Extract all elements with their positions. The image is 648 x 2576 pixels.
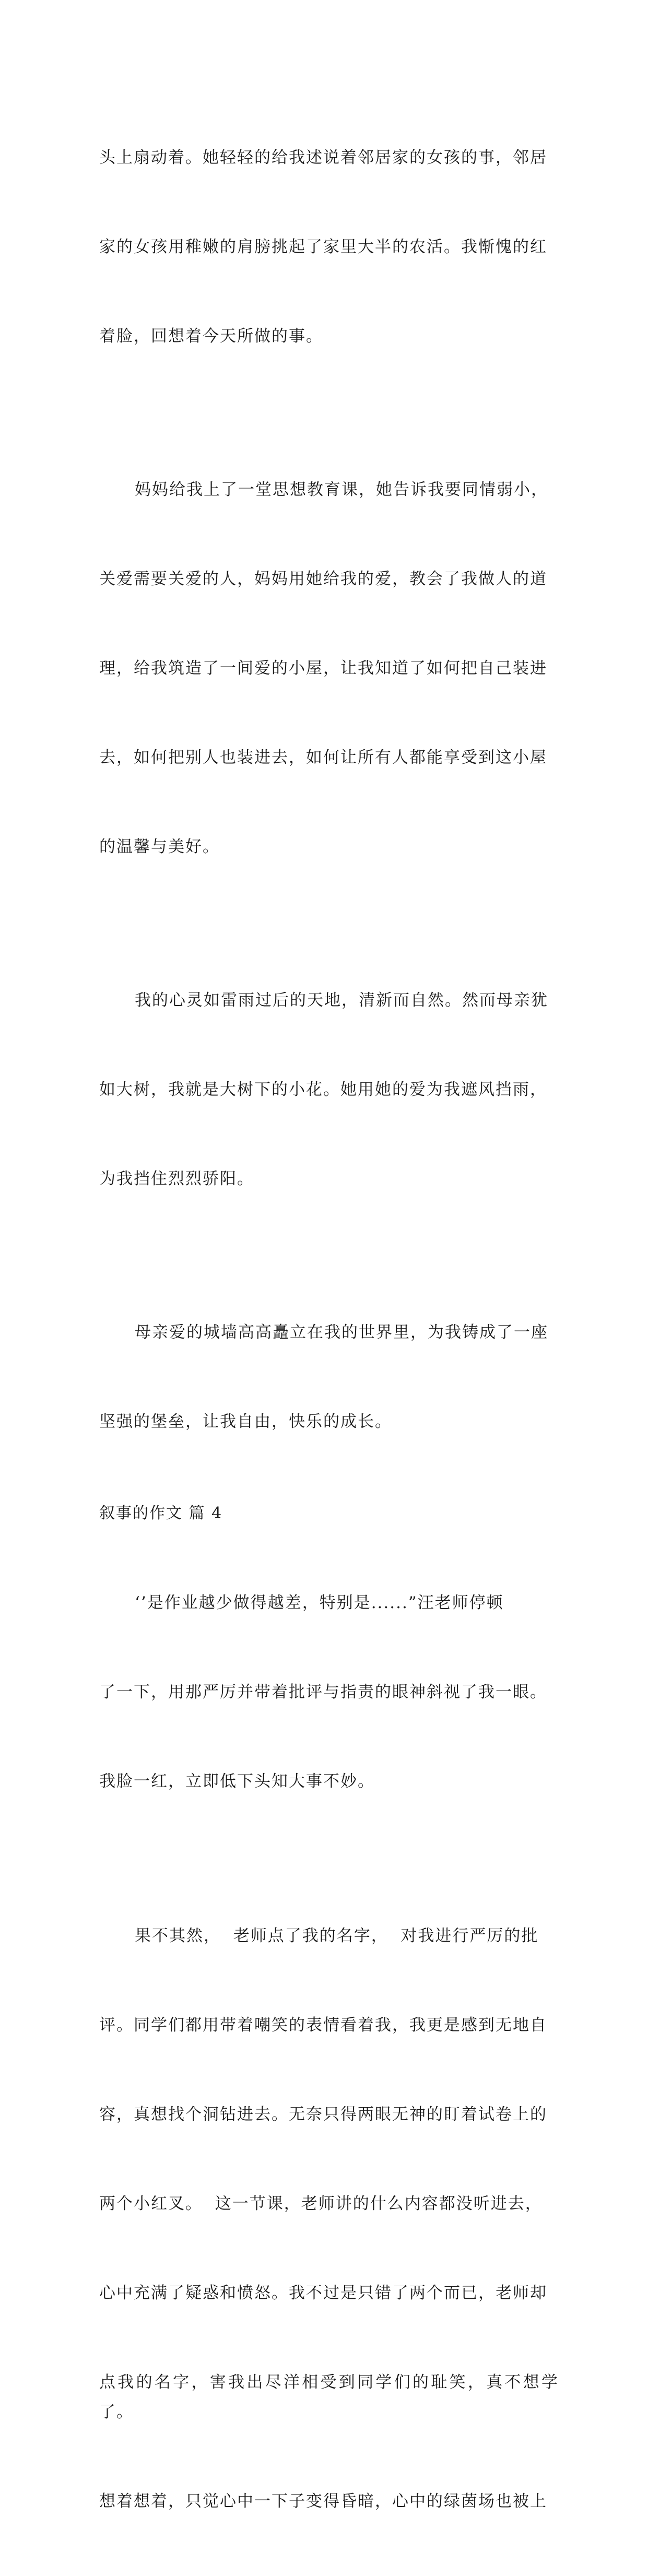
text-line: 两个小红叉。 这一节课，老师讲的什么内容都没听进去， [99, 2194, 543, 2213]
document-page [99, 84, 559, 2576]
text-line: 为我挡住烈烈骄阳。 [99, 1169, 254, 1188]
paragraph [99, 1258, 559, 1496]
text-line: 的温馨与美好。 [99, 837, 220, 856]
paragraph [99, 84, 559, 411]
text-line: 心中充满了疑惑和愤怒。我不过是只错了两个而已，老师却 [99, 2284, 547, 2302]
paragraph [99, 926, 559, 1254]
text-line: ‘’是作业越少做得越差，特别是......”汪老师停顿 [135, 1593, 504, 1612]
text-line: 点我的名字，害我出尽洋相受到同学们的耻笑，真不想学了。 [99, 2373, 559, 2421]
text-line: 关爱需要关爱的人，妈妈用她给我的爱，教会了我做人的道 [99, 570, 547, 588]
text-line: 头上扇动着。她轻轻的给我述说着邻居家的女孩的事，邻居 [99, 148, 547, 167]
text-line: 坚强的堡垒，让我自由，快乐的成长。 [99, 1412, 392, 1431]
text-line: 我脸一红，立即低下头知大事不妙。 [99, 1772, 375, 1791]
paragraph [99, 416, 559, 921]
text-line: 着脸，回想着今天所做的事。 [99, 327, 323, 346]
text-line: 妈妈给我上了一堂思想教育课，她告诉我要同情弱小， [135, 480, 548, 499]
text-line: 我的心灵如雷雨过后的天地，清新而自然。然而母亲犹 [135, 991, 548, 1010]
text-line: 母亲爱的城墙高高矗立在我的世界里，为我铸成了一座 [135, 1323, 548, 1342]
text-line: 想着想着，只觉心中一下子变得昏暗，心中的绿茵场也被上 [99, 2492, 547, 2511]
text-line: 了一下，用那严厉并带着批评与指责的眼神斜视了我一眼。 [99, 1683, 547, 1701]
text-line: 果不其然， 老师点了我的名字， 对我进行严厉的批 [135, 1927, 539, 1945]
paragraph [99, 1862, 559, 2576]
text-line: 如大树，我就是大树下的小花。她用她的爱为我遮风挡雨， [99, 1080, 547, 1099]
text-line: 评。同学们都用带着嘲笑的表情看着我，我更是感到无地自 [99, 2016, 547, 2035]
text-line: 理，给我筑造了一间爱的小屋，让我知道了如何把自己装进 [99, 659, 547, 678]
paragraph [99, 1529, 559, 1856]
text-line: 去，如何把别人也装进去，如何让所有人都能享受到这小屋 [99, 748, 547, 767]
text-line: 家的女孩用稚嫩的肩膀挑起了家里大半的农活。我惭愧的红 [99, 238, 547, 256]
text-line: 容，真想找个洞钻进去。无奈只得两眼无神的盯着试卷上的 [99, 2105, 547, 2124]
section-heading: 叙事的作文 篇 4 [99, 1504, 223, 1522]
